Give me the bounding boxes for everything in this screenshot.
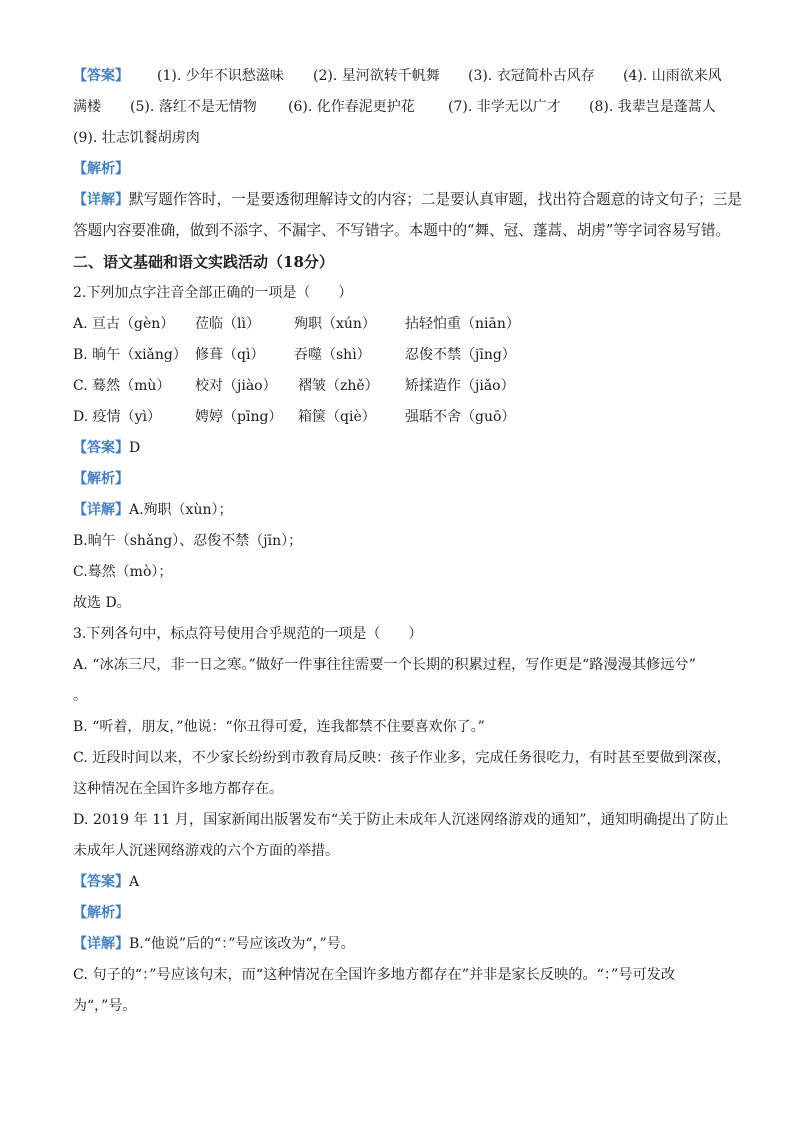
detail-tag: 【详解】 xyxy=(73,192,129,208)
document-page xyxy=(73,62,742,1023)
section-title: 二、语文基础和语文实践活动（18分） xyxy=(73,253,334,271)
q2-option-b xyxy=(73,341,723,372)
detail-text: 故选 D。 xyxy=(73,595,131,611)
option-item: 忍俊不禁（jīng） xyxy=(405,347,516,363)
option-item: D. 疫情（yì） xyxy=(73,409,162,425)
option-item: 强聒不舍（guō） xyxy=(405,409,516,425)
option-item: 娉婷（pīng） xyxy=(195,409,283,425)
q2-answer-line xyxy=(73,434,723,465)
detail-tag: 【详解】 xyxy=(73,502,129,518)
q1-analysis-tag-line xyxy=(73,155,723,186)
analysis-tag: 【解析】 xyxy=(73,905,129,921)
option-text: 这种情况在全国许多地方都存在。 xyxy=(73,781,283,797)
detail-text: 为“，”号。 xyxy=(73,998,137,1014)
option-item: 箱箧（qiè） xyxy=(298,409,376,425)
option-item: C. 蓦然（mù） xyxy=(73,378,171,394)
q2-detail-line4 xyxy=(73,589,723,620)
q2-detail-line2 xyxy=(73,527,723,558)
q3-option-d-line2 xyxy=(73,837,723,868)
answer-item: (1). 少年不识愁滋味 xyxy=(157,68,284,84)
q1-detail-line2 xyxy=(73,217,731,248)
option-item: 吞噬（shì） xyxy=(294,347,371,363)
q2-analysis-tag-line xyxy=(73,465,723,496)
detail-tag: 【详解】 xyxy=(73,936,129,952)
answer-value: D xyxy=(129,440,141,456)
option-item: A. 亘古（gèn） xyxy=(73,316,175,332)
option-item: 校对（jiào） xyxy=(195,378,277,394)
answer-item: 满楼 xyxy=(73,99,101,115)
detail-text: A.殉职（xùn）； xyxy=(129,502,233,518)
answer-item: (9). 壮志饥餐胡虏肉 xyxy=(73,130,200,146)
option-item: 莅临（lì） xyxy=(195,316,260,332)
answer-item: (6). 化作春泥更护花 xyxy=(288,99,415,115)
option-item: 拈轻怕重（niān） xyxy=(405,316,520,332)
option-item: B. 晌午（xiǎng） xyxy=(73,347,187,363)
option-item: 修葺（qì） xyxy=(195,347,265,363)
option-text: D. 2019 年 11 月，国家新闻出版署发布“关于防止未成年人沉迷网络游戏的通知”，通知明确提出了防止 xyxy=(73,812,729,828)
q3-option-a-line2 xyxy=(73,682,723,713)
answer-item: (4). 山雨欲来风 xyxy=(623,68,722,84)
q3-option-c-line1 xyxy=(73,744,731,775)
question-stem: 3.下列各句中，标点符号使用合乎规范的一项是（ ） xyxy=(73,626,423,642)
q3-analysis-tag-line xyxy=(73,899,723,930)
answer-tag: 【答案】 xyxy=(73,874,129,890)
q3-option-c-line2 xyxy=(73,775,723,806)
q3-stem xyxy=(73,620,723,651)
option-item: 矫揉造作（jiǎo） xyxy=(405,378,515,394)
answer-item: (7). 非学无以广才 xyxy=(448,99,561,115)
q3-detail-line3 xyxy=(73,992,723,1023)
answer-tag: 【答案】 xyxy=(73,68,129,84)
answer-tag: 【答案】 xyxy=(73,440,129,456)
option-text: A. “冰冻三尺，非一日之寒。”做好一件事往往需要一个长期的积累过程，写作更是“路漫漫其修远兮” xyxy=(73,657,696,673)
q3-option-a-line1 xyxy=(73,651,723,682)
answer-item: (2). 星河欲转千帆舞 xyxy=(313,68,440,84)
q1-answer-line3 xyxy=(73,124,723,155)
answer-item: (5). 落红不是无情物 xyxy=(130,99,257,115)
detail-text: B.晌午（shǎng）、忍俊不禁（jīn）； xyxy=(73,533,303,549)
detail-text: B.“他说”后的“：”号应该改为“，”号。 xyxy=(129,936,355,952)
question-stem: 2.下列加点字注音全部正确的一项是（ ） xyxy=(73,285,353,301)
q1-answer-line2 xyxy=(73,93,723,124)
option-item: 殉职（xún） xyxy=(294,316,376,332)
answer-item: (3). 衣冠简朴古风存 xyxy=(468,68,595,84)
detail-text: 答题内容要准确，做到不添字、不漏字、不写错字。本题中的“舞、冠、蓬蒿、胡虏”等字词容易写错。 xyxy=(73,222,731,239)
q3-option-b xyxy=(73,713,723,744)
section-heading xyxy=(73,248,723,279)
answer-value: A xyxy=(129,874,140,890)
option-text: 。 xyxy=(73,688,87,704)
q2-option-d xyxy=(73,403,723,434)
answer-item: (8). 我辈岂是蓬蒿人 xyxy=(589,99,716,115)
detail-text: C.蓦然（mò）； xyxy=(73,564,173,580)
q2-detail-line3 xyxy=(73,558,723,589)
q1-answer-line1 xyxy=(73,62,723,93)
q2-stem xyxy=(73,279,723,310)
option-text: C. 近段时间以来，不少家长纷纷到市教育局反映：孩子作业多，完成任务很吃力，有时甚至要做到深夜， xyxy=(73,750,731,766)
option-text: 未成年人沉迷网络游戏的六个方面的举措。 xyxy=(73,843,339,859)
q3-answer-line xyxy=(73,868,723,899)
q1-detail-line1 xyxy=(73,186,742,217)
q2-option-c xyxy=(73,372,723,403)
detail-text: C. 句子的“：”号应该句末，而“这种情况在全国许多地方都存在”并非是家长反映的。“：”号可发改 xyxy=(73,967,676,983)
analysis-tag: 【解析】 xyxy=(73,161,129,177)
q3-detail-line1 xyxy=(73,930,723,961)
q3-detail-line2 xyxy=(73,961,723,992)
option-text: B. “听着，朋友，”他说：“你丑得可爱，连我都禁不住要喜欢你了。” xyxy=(73,719,485,735)
analysis-tag: 【解析】 xyxy=(73,471,129,487)
option-item: 褶皱（zhě） xyxy=(298,378,379,394)
q2-detail-line1 xyxy=(73,496,723,527)
q2-option-a xyxy=(73,310,723,341)
q3-option-d-line1 xyxy=(73,806,729,837)
detail-text: 默写题作答时，一是要透彻理解诗文的内容；二是要认真审题，找出符合题意的诗文句子；三是 xyxy=(129,191,742,208)
